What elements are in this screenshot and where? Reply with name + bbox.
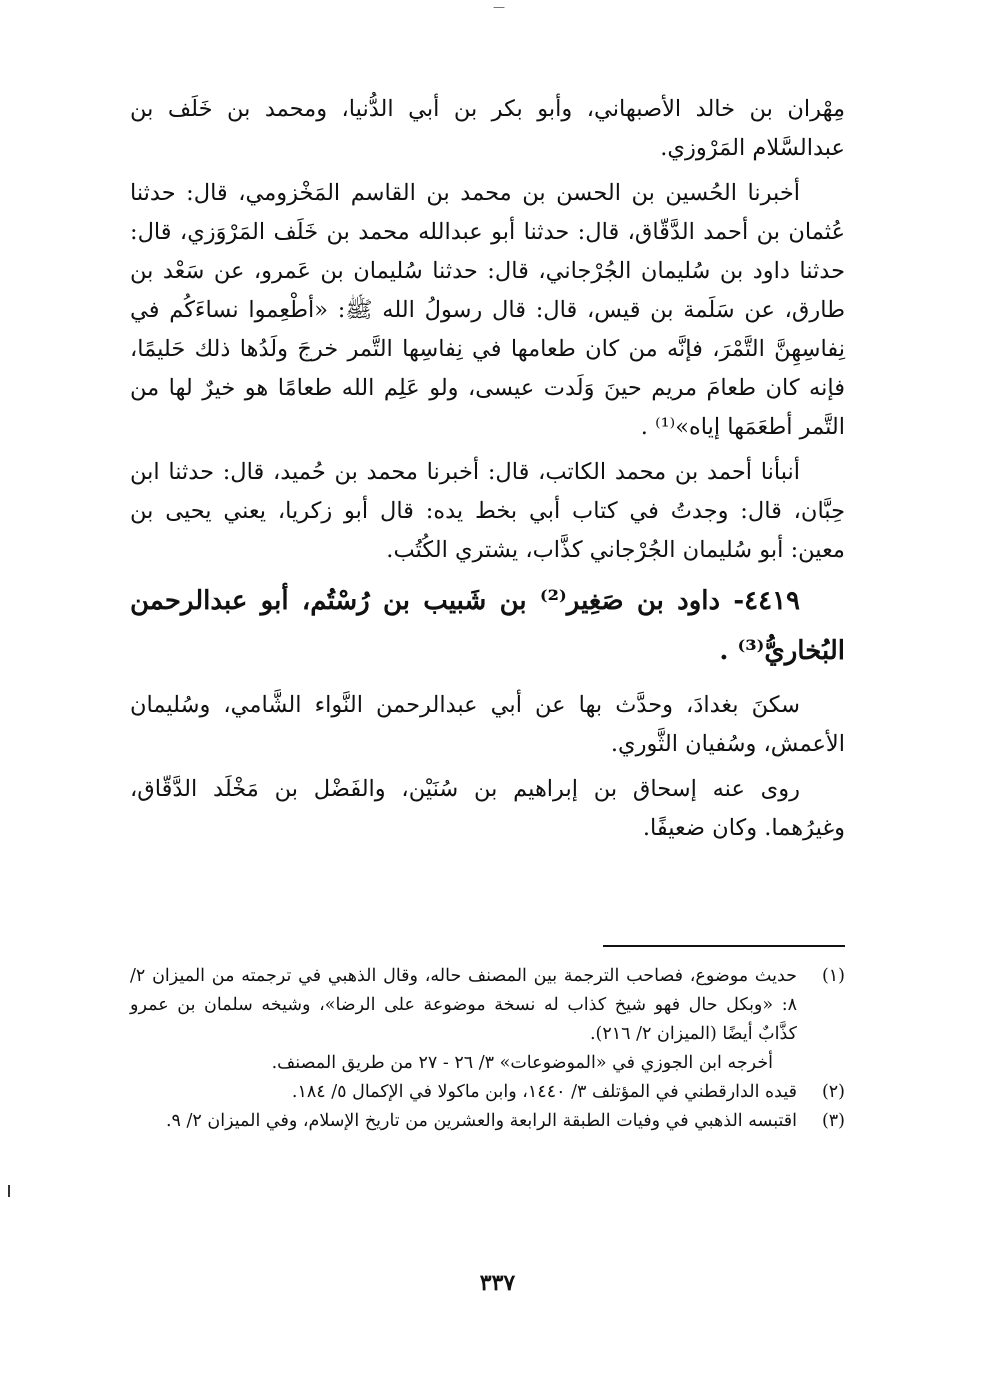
- footnote-1: [130, 962, 845, 1049]
- footnote-2: [130, 1078, 845, 1107]
- footnote-number: (٣): [821, 1111, 845, 1131]
- paragraph-1: مِهْران بن خالد الأصبهاني، وأبو بكر بن أبي الدُّنيا، ومحمد بن خَلَف بن عبدالسَّلام المَرْوزي.: [130, 96, 845, 161]
- footnote-number: (١): [821, 966, 845, 986]
- paragraph-2: أخبرنا الحُسين بن الحسن بن محمد بن القاسم المَخْزومي، قال: حدثنا عُثمان بن أحمد الدَّقّاق، قال: حدثنا أبو عبدالله محمد بن خَلَف المَرْوَزي، قال: حدثنا داود بن سُليمان الجُرْجاني، قال: حدثنا سُليمان بن عَمرو، عن سَعْد بن طارق، عن سَلَمة بن قيس، قال: قال رسولُ الله ﷺ: «أطْعِموا نساءَكُم في نِفاسِهِنَّ التَّمْرَ، فإنَّه من كان طعامها في نِفاسِها التَّمر خرجَ ولَدُها ذلك حَليمًا، فإنه كان طعامَ مريم حينَ وَلَدت عيسى، ولو عَلِم الله طعامًا هو خيرٌ لها من التَّمر أطعَمَها إياه»⁽¹⁾ .: [130, 180, 845, 440]
- main-text: [130, 90, 845, 854]
- footnote-text: حديث موضوع، فصاحب الترجمة بين المصنف حاله، وقال الذهبي في ترجمته من الميزان ٢/ ٨: «وبكل حال فهو شيخ كذاب له نسخة موضوعة على الرضا»، وشيخه سلمان بن عمرو كذَّابٌ أيضًا (الميزان ٢/ ٢١٦).: [130, 966, 797, 1044]
- footnote-text: اقتبسه الذهبي في وفيات الطبقة الرابعة والعشرين من تاريخ الإسلام، وفي الميزان ٢/ ٩.: [165, 1111, 797, 1131]
- footnote-3: [130, 1107, 845, 1136]
- paragraph-3: أنبأنا أحمد بن محمد الكاتب، قال: أخبرنا محمد بن حُميد، قال: حدثنا ابن حِبَّان، قال: وجدتُ في كتاب أبي بخط يده: قال أبو زكريا، يعني يحيى بن معين: أبو سُليمان الجُرْجاني كذَّاب، يشتري الكُتُب.: [130, 459, 845, 563]
- margin-mark: [8, 1185, 10, 1197]
- footnote-number: (٢): [821, 1082, 845, 1102]
- page-number: ٣٣٧: [479, 1270, 516, 1296]
- paragraph-5: روى عنه إسحاق بن إبراهيم بن سُنَيْن، والفَضْل بن مَخْلَد الدَّقّاق، وغيرُهما. وكان ضعيفًا.: [130, 776, 845, 841]
- footnote-text: قيده الدارقطني في المؤتلف ٣/ ١٤٤٠، وابن ماكولا في الإكمال ٥/ ١٨٤.: [291, 1082, 797, 1102]
- top-header-mark: —: [493, 0, 513, 14]
- footnote-1-extra: أخرجه ابن الجوزي في «الموضوعات» ٣/ ٢٦ - ٢٧ من طريق المصنف.: [271, 1053, 773, 1073]
- footnotes: [130, 962, 845, 1136]
- footnote-separator: [603, 945, 845, 947]
- paragraph-4: سكنَ بغدادَ، وحدَّث بها عن أبي عبدالرحمن النَّواء الشَّامي، وسُليمان الأعمش، وسُفيان الثَّوري.: [130, 692, 845, 757]
- entry-heading: ٤٤١٩- داود بن صَغِير⁽²⁾ بن شَبيب بن رُسْتُم، أبو عبدالرحمن البُخاريُّ⁽³⁾ .: [130, 586, 845, 666]
